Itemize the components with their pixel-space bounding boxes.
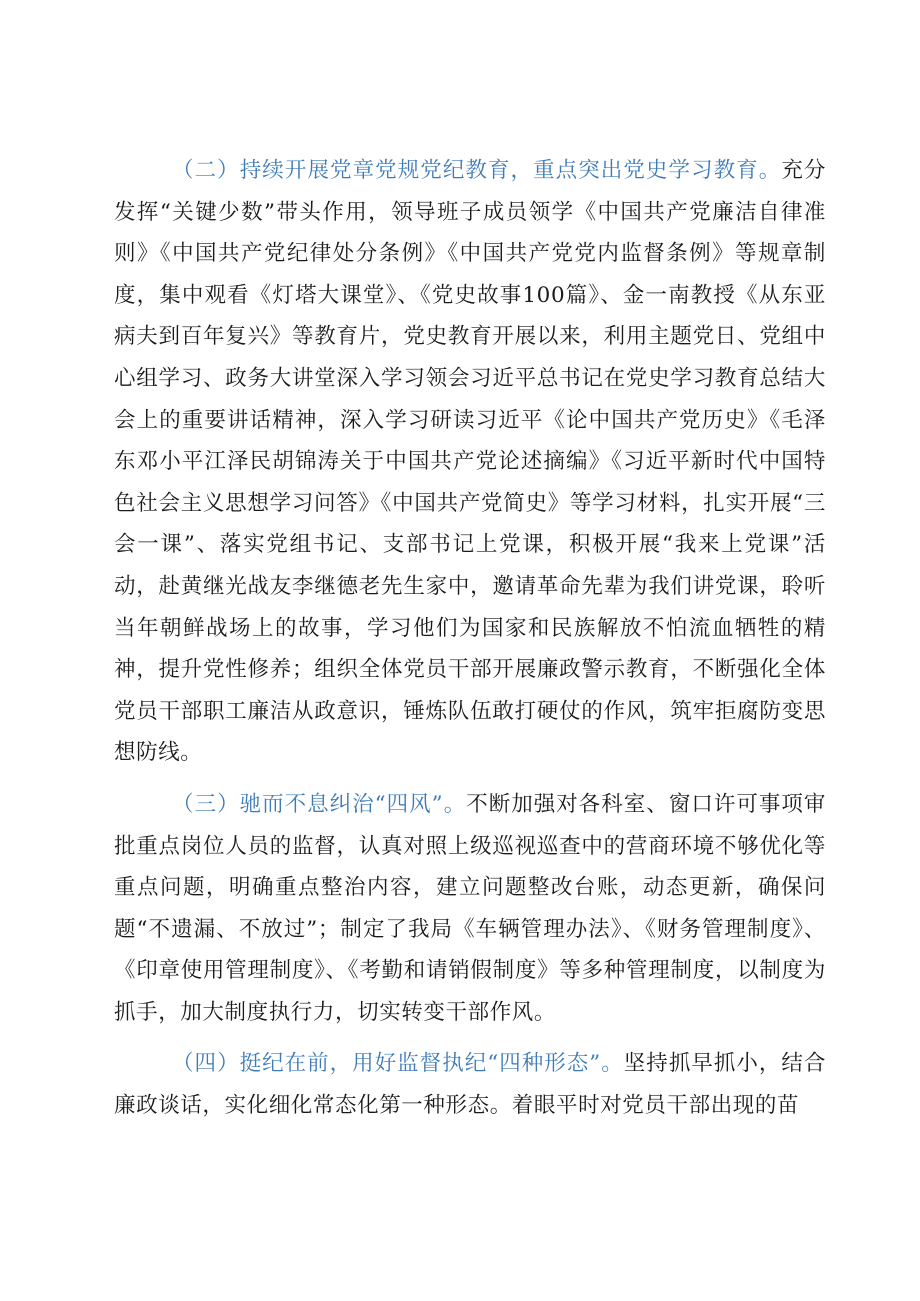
paragraph-four-forms [114,1043,826,1126]
paragraph-four-winds [114,784,826,1034]
section-body-4: 坚持抓早抓小，结合廉政谈话，实化细化常态化第一种形态。着眼平时对党员干部出现的苗 [114,1051,826,1119]
paragraph-party-history-education [114,150,826,774]
document-body [114,150,826,1127]
section-body-2: 充分发挥“关键少数”带头作用，领导班子成员领学《中国共产党廉洁自律准则》《中国共产党纪律处分条例》《中国共产党党内监督条例》等规章制度，集中观看《灯塔大课堂》、《党史故事100篇》、金一南教授《从东亚病夫到百年复兴》等教育片，党史教育开展以来，利用主题党日、党组中心组学习、政务大讲堂深入学习领会习近平总书记在党史学习教育总结大会上的重要讲话精神，深入学习研读习近平《论中国共产党历史》《毛泽东邓小平江泽民胡锦涛关于中国共产党论述摘编》《习近平新时代中国特色社会主义思想学习问答》《中国共产党简史》等学习材料，扎实开展“三会一课”、落实党组书记、支部书记上党课，积极开展“我来上党课”活动，赴黄继光战友李继德老先生家中，邀请革命先辈为我们讲党课，聆听当年朝鲜战场上的故事，学习他们为国家和民族解放不怕流血牺牲的精神，提升党性修养；组织全体党员干部开展廉政警示教育，不断强化全体党员干部职工廉洁从政意识，锤炼队伍敢打硬仗的作风，筑牢拒腐防变思想防线。 [114,158,827,766]
section-heading-4: （四）挺纪在前，用好监督执纪“四种形态”。 [172,1051,624,1077]
section-heading-3: （三）驰而不息纠治“四风”。 [172,791,467,817]
section-heading-2: （二）持续开展党章党规党纪教育，重点突出党史学习教育。 [172,158,782,183]
section-body-3: 不断加强对各科室、窗口许可事项审批重点岗位人员的监督，认真对照上级巡视巡查中的营商环境不够优化等重点问题，明确重点整治内容，建立问题整改台账，动态更新，确保问题“不遗漏、不放过”；制定了我局《车辆管理办法》、《财务管理制度》、《印章使用管理制度》、《考勤和请销假制度》等多种管理制度，以制度为抓手，加大制度执行力，切实转变干部作风。 [114,791,826,1025]
